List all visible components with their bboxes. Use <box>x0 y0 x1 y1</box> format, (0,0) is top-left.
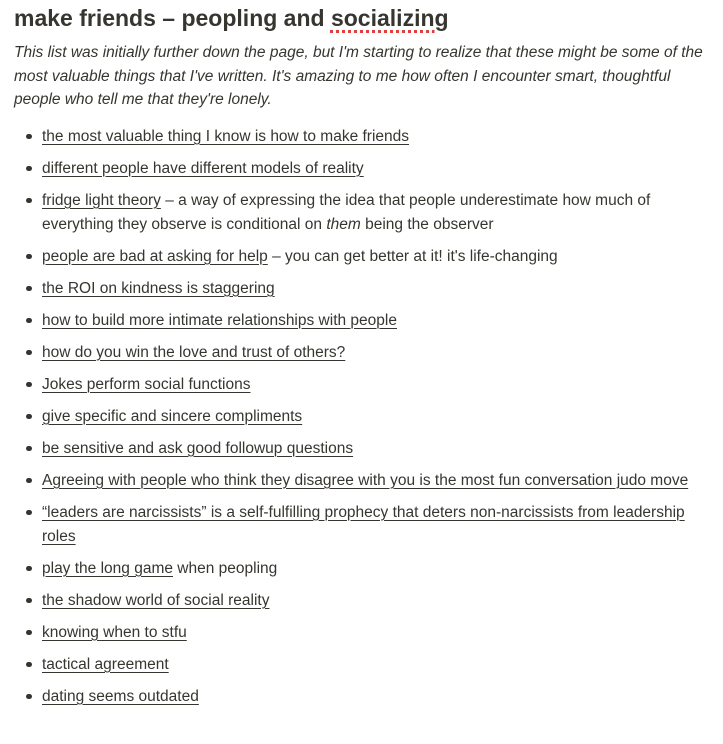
bullet-icon <box>26 318 32 324</box>
list-item <box>42 653 705 677</box>
intro-paragraph: This list was initially further down the page, but I'm starting to realize that these might be some of the most valuable things that I've written. It's amazing to me how often I encounter smart, thoughtful people who tell me that they're lonely. <box>14 44 703 108</box>
list-item <box>42 621 705 645</box>
bullet-icon <box>26 414 32 420</box>
list-item <box>42 437 705 461</box>
list-link[interactable]: play the long game <box>42 559 173 577</box>
list-link[interactable]: “leaders are narcissists” is a self-fulfilling prophecy that deters non-narcissists from leadership roles <box>42 503 685 545</box>
list-item <box>42 557 705 581</box>
bullet-icon <box>26 630 32 636</box>
list-item <box>42 405 705 429</box>
list-item <box>42 373 705 397</box>
bullet-icon <box>26 350 32 356</box>
list-link[interactable]: people are bad at asking for help <box>42 247 268 265</box>
list-text: – a way of expressing the idea that people underestimate how much of everything they observe is conditional on <box>42 191 651 233</box>
list-item <box>42 309 705 333</box>
list-item <box>42 245 705 269</box>
list-link[interactable]: Jokes perform social functions <box>42 375 251 393</box>
list-item <box>42 277 705 301</box>
list-text: when peopling <box>172 559 278 577</box>
list-item <box>42 501 705 549</box>
list-link[interactable]: dating seems outdated <box>42 687 199 705</box>
list-link[interactable]: give specific and sincere compliments <box>42 407 303 425</box>
bullet-icon <box>26 510 32 516</box>
bullet-icon <box>26 598 32 604</box>
list-item <box>42 341 705 365</box>
content <box>14 4 705 709</box>
bullet-icon <box>26 254 32 260</box>
list-link[interactable]: how do you win the love and trust of others? <box>42 343 346 361</box>
bullet-icon <box>26 662 32 668</box>
list-item <box>42 189 705 237</box>
list-text: being the observer <box>360 215 494 233</box>
spellcheck-underlined-word: socializing <box>330 5 449 31</box>
list-link[interactable]: the ROI on kindness is staggering <box>42 279 275 297</box>
bullet-icon <box>26 694 32 700</box>
list-link[interactable]: the shadow world of social reality <box>42 591 270 609</box>
bullet-icon <box>26 446 32 452</box>
bullet-icon <box>26 166 32 172</box>
list-text: – you can get better at it! it's life-changing <box>267 247 558 265</box>
list-link[interactable]: tactical agreement <box>42 655 169 673</box>
list-link[interactable]: knowing when to stfu <box>42 623 187 641</box>
list-item <box>42 589 705 613</box>
list-link[interactable]: the most valuable thing I know is how to make friends <box>42 127 410 145</box>
list-link[interactable]: Agreeing with people who think they disagree with you is the most fun conversation judo move <box>42 471 689 489</box>
list-text: them <box>326 215 361 233</box>
page-title <box>14 4 705 32</box>
bullet-icon <box>26 382 32 388</box>
bullet-icon <box>26 566 32 572</box>
topic-list <box>14 125 705 709</box>
list-link[interactable]: different people have different models of reality <box>42 159 364 177</box>
list-link[interactable]: how to build more intimate relationships with people <box>42 311 397 329</box>
bullet-icon <box>26 286 32 292</box>
page-title-text: make friends – peopling and <box>14 5 331 31</box>
bullet-icon <box>26 478 32 484</box>
list-item <box>42 469 705 493</box>
list-link[interactable]: fridge light theory <box>42 191 161 209</box>
list-link[interactable]: be sensitive and ask good followup questions <box>42 439 354 457</box>
list-item <box>42 157 705 181</box>
list-item <box>42 125 705 149</box>
bullet-icon <box>26 134 32 140</box>
list-item <box>42 685 705 709</box>
bullet-icon <box>26 198 32 204</box>
page <box>0 4 723 744</box>
